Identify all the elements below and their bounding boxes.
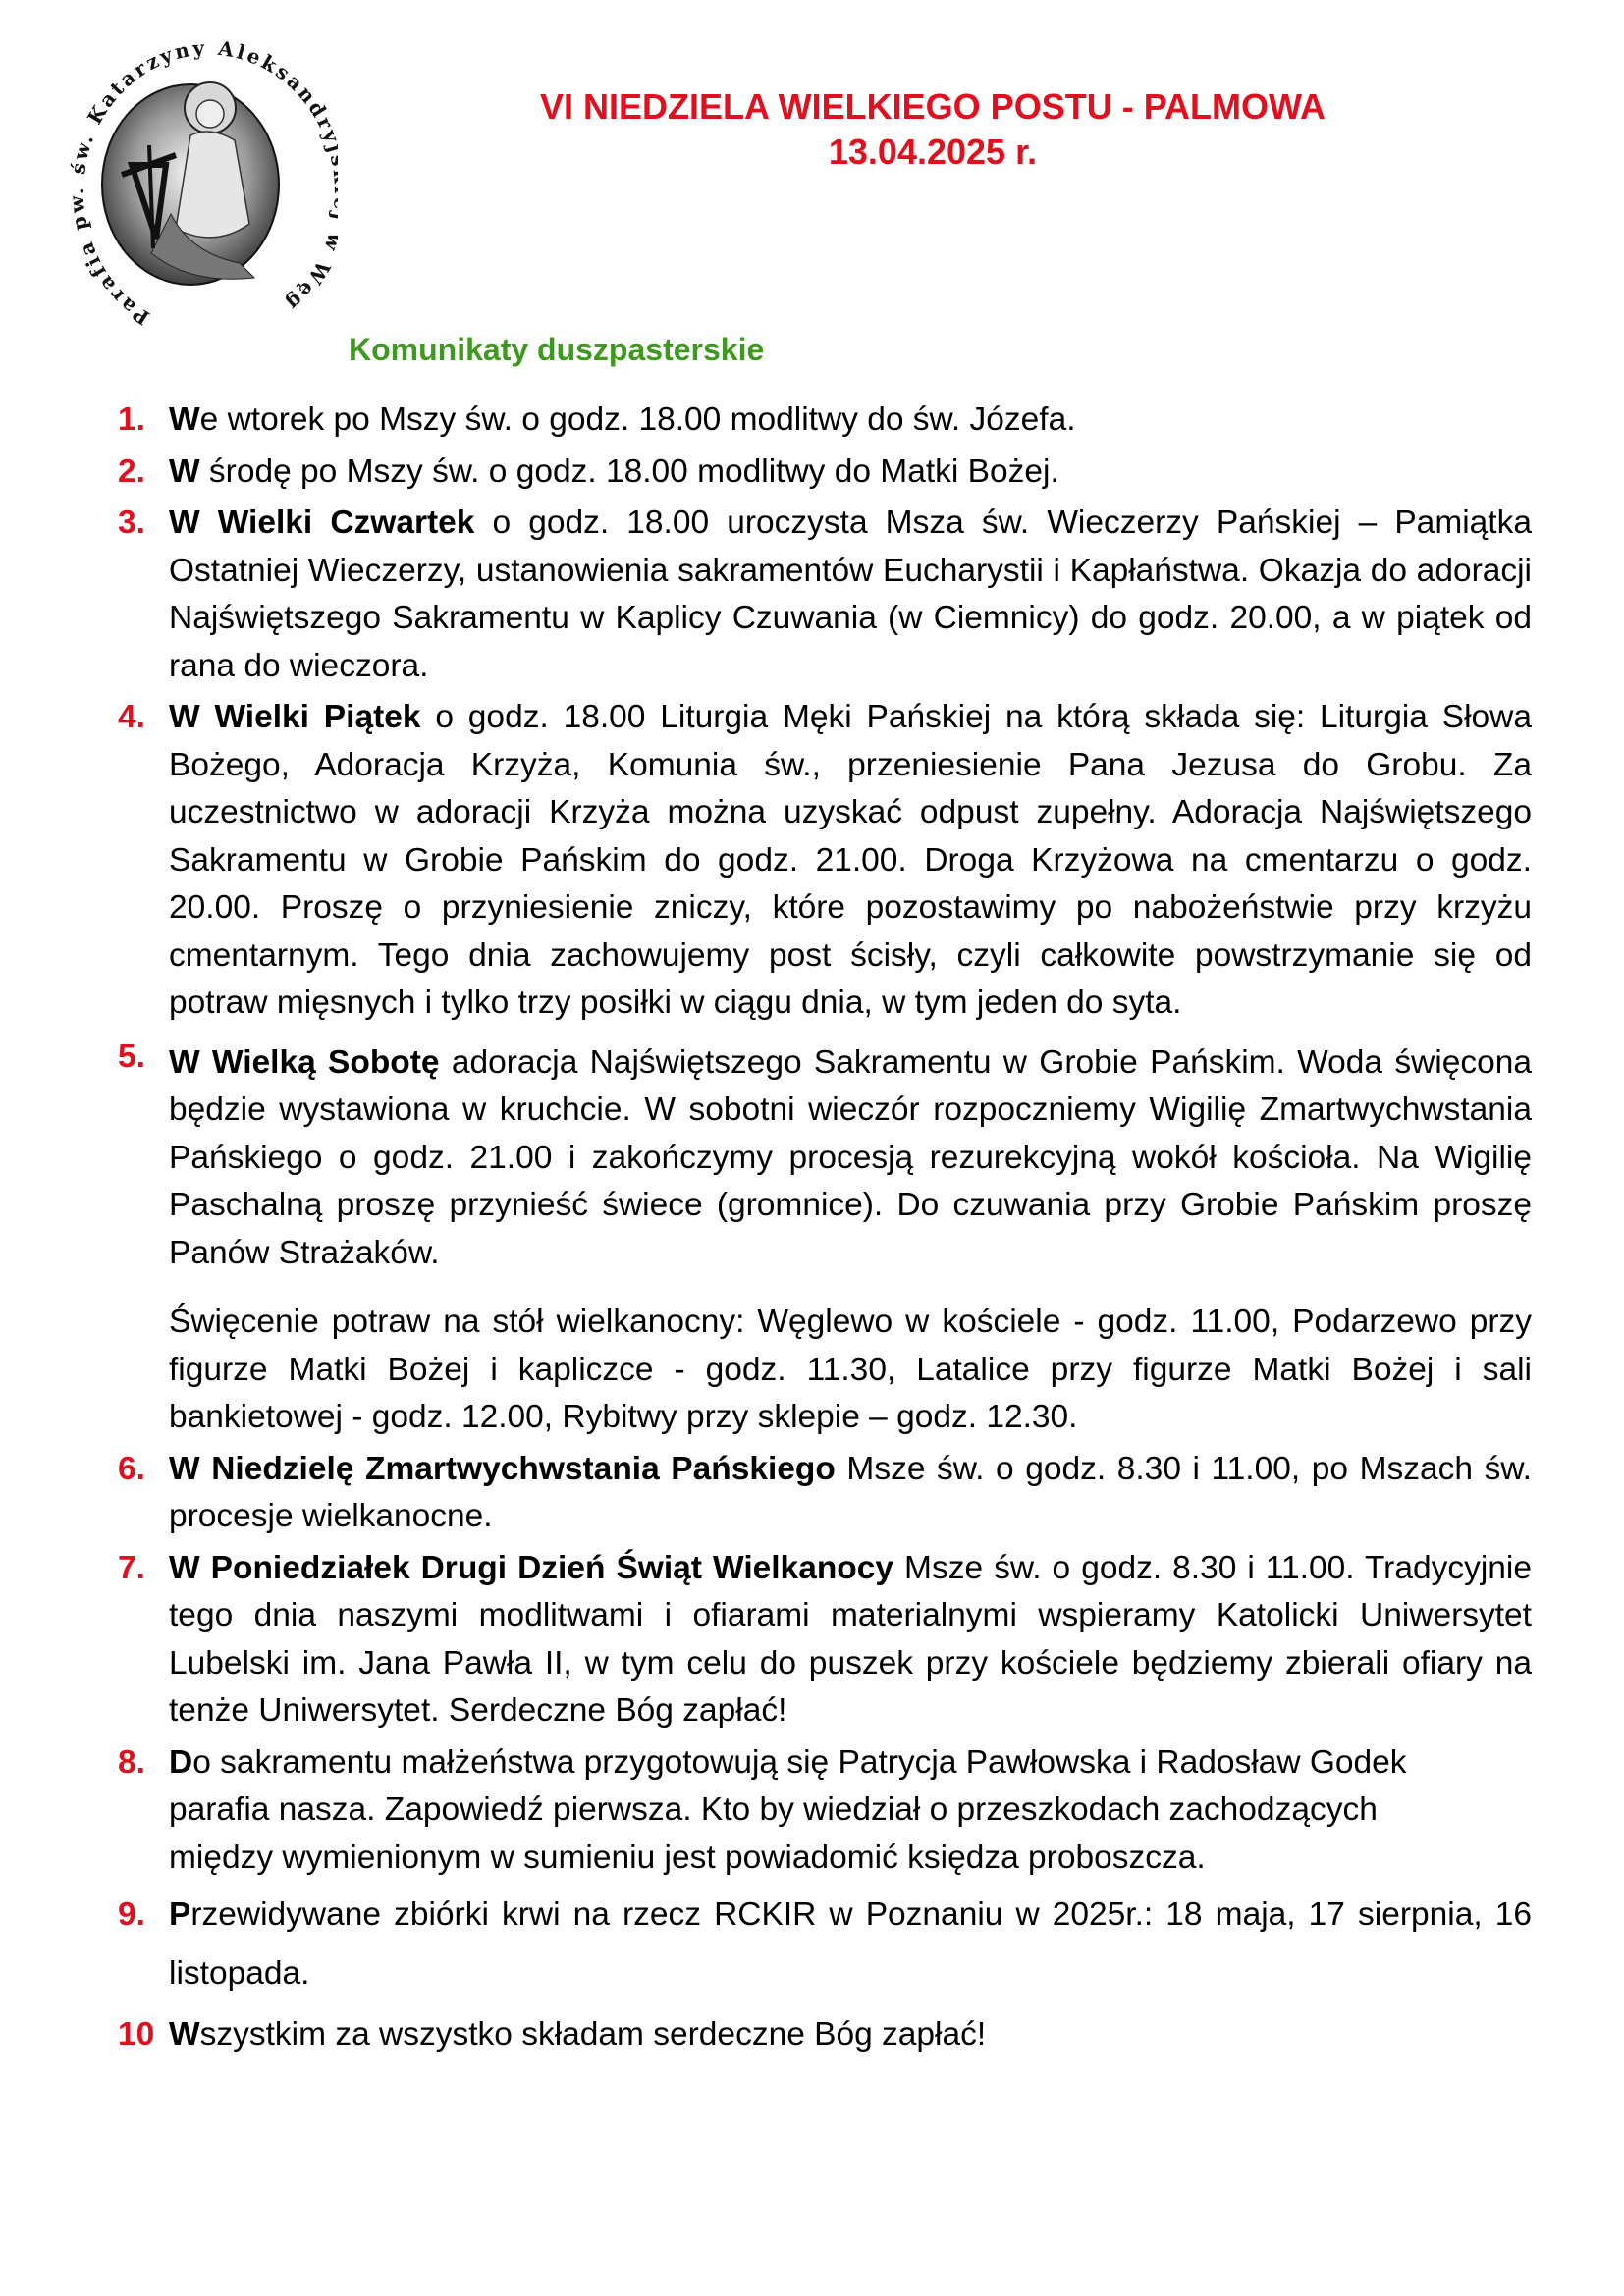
- item-number: 7.: [118, 1549, 145, 1586]
- list-item: [118, 1040, 1532, 1442]
- announcements-list: [118, 397, 1532, 2063]
- parish-seal-icon: [43, 27, 338, 361]
- item-number: 10: [118, 2016, 155, 2053]
- parish-logo: [43, 27, 338, 361]
- item-lead: W Niedzielę Zmartwychwstania Pańskiego: [169, 1450, 836, 1487]
- item-text: e wtorek po Mszy św. o godz. 18.00 modlitwy do św. Józefa.: [199, 401, 1076, 438]
- item-lead: P: [169, 1896, 191, 1933]
- item-lead: W: [169, 401, 200, 438]
- list-item: [118, 500, 1532, 690]
- item-number: 1.: [118, 401, 145, 438]
- item-number: 4.: [118, 699, 145, 735]
- item-lead: W Wielki Piątek: [169, 699, 421, 735]
- page-title: [393, 84, 1473, 175]
- item-lead: D: [169, 1743, 193, 1781]
- list-item: [118, 1739, 1532, 1883]
- list-item: [118, 1446, 1532, 1541]
- item-number: 2.: [118, 453, 145, 490]
- item-number: 9.: [118, 1896, 145, 1933]
- item-paragraph-2: Święcenie potraw na stół wielkanocny: Węglewo w kościele - godz. 11.00, Podarzewo przy figurze Matki Bożej i kapliczce - godz. 11.30, Latalice przy figurze Matki Bożej i sali bankietowej - godz. 12.00, Rybitwy przy sklepie – godz. 12.30.: [169, 1304, 1532, 1435]
- title-date: 13.04.2025 r.: [828, 132, 1038, 172]
- item-lead: W: [169, 453, 200, 490]
- item-lead: W Poniedziałek Drugi Dzień Świąt Wielkanocy: [169, 1549, 894, 1586]
- list-item: [118, 397, 1532, 445]
- item-text: Msze św. o godz. 8.30 i 11.00, po Mszach św. procesje wielkanocne.: [169, 1450, 1532, 1534]
- item-number: 5.: [118, 1038, 145, 1075]
- title-line-1: VI NIEDZIELA WIELKIEGO POSTU - PALMOWA: [540, 86, 1326, 127]
- list-item: [118, 2011, 1532, 2059]
- list-item: [118, 1545, 1532, 1735]
- item-number: 6.: [118, 1450, 145, 1487]
- item-text: rzewidywane zbiórki krwi na rzecz RCKIR w Poznaniu w 2025r.: 18 maja, 17 sierpnia, 16 listopada.: [169, 1896, 1532, 1992]
- item-lead: W Wielki Czwartek: [169, 505, 475, 541]
- item-text: adoracja Najświętszego Sakramentu w Grobie Pańskim. Woda święcona będzie wystawiona w kruchcie. W sobotni wieczór rozpoczniemy Wigilię Zmartwychwstania Pańskiego o godz. 21.00 i zakończymy procesją rezurekcyjną wokół kościoła. Na Wigilię Paschalną proszę przynieść świece (gromnice). Do czuwania przy Grobie Pańskim proszę Panów Strażaków.: [169, 1043, 1532, 1271]
- item-text: o godz. 18.00 Liturgia Męki Pańskiej na którą składa się: Liturgia Słowa Bożego, Adoracja Krzyża, Komunia św., przeniesienie Pana Jezusa do Grobu. Za uczestnictwo w adoracji Krzyża można uzyskać odpust zupełny. Adoracja Najświętszego Sakramentu w Grobie Pańskim do godz. 21.00. Droga Krzyżowa na cmentarzu o godz. 20.00. Proszę o przyniesienie zniczy, które pozostawimy po nabożeństwie przy krzyżu cmentarnym. Tego dnia zachowujemy post ścisły, czyli całkowite powstrzymanie się od potraw mięsnych i tylko trzy posiłki w ciągu dnia, w tym jeden do syta.: [169, 699, 1532, 1021]
- item-text: o godz. 18.00 uroczysta Msza św. Wieczerzy Pańskiej – Pamiątka Ostatniej Wieczerzy, ustanowienia sakramentów Eucharystii i Kapłaństwa. Okazja do adoracji Najświętszego Sakramentu w Kaplicy Czuwania (w Ciemnicy) do godz. 20.00, a w piątek od rana do wieczora.: [169, 505, 1532, 684]
- item-text: środę po Mszy św. o godz. 18.00 modlitwy do Matki Bożej.: [199, 453, 1059, 490]
- item-lead: W Wielką Sobotę: [169, 1043, 440, 1081]
- list-item: [118, 449, 1532, 497]
- item-number: 8.: [118, 1743, 145, 1781]
- item-number: 3.: [118, 505, 145, 541]
- logo-ring-text: Parafia pw. św. Katarzyny Aleksandr Węg: [64, 35, 338, 331]
- section-subtitle: Komunikaty duszpasterskie: [349, 332, 765, 367]
- item-text: o sakramentu małżeństwa przygotowują się Patrycja Pawłowska i Radosław Godek parafia nasza. Zapowiedź pierwsza. Kto by wiedział o przeszkodach zachodzących między wymienionym w sumieniu jest powiadomić księdza proboszcza.: [169, 1743, 1407, 1876]
- list-item: [118, 694, 1532, 1028]
- item-text: szystkim za wszystko składam serdeczne Bóg zapłać!: [199, 2016, 987, 2053]
- item-lead: W: [169, 2016, 200, 2053]
- list-item: [118, 1886, 1532, 2003]
- item-text: Msze św. o godz. 8.30 i 11.00. Tradycyjnie tego dnia naszymi modlitwami i ofiarami materialnymi wspieramy Katolicki Uniwersytet Lubelski im. Jana Pawła II, w tym celu do puszek przy kościele będziemy zbierali ofiary na tenże Uniwersytet. Serdeczne Bóg zapłać!: [169, 1549, 1532, 1729]
